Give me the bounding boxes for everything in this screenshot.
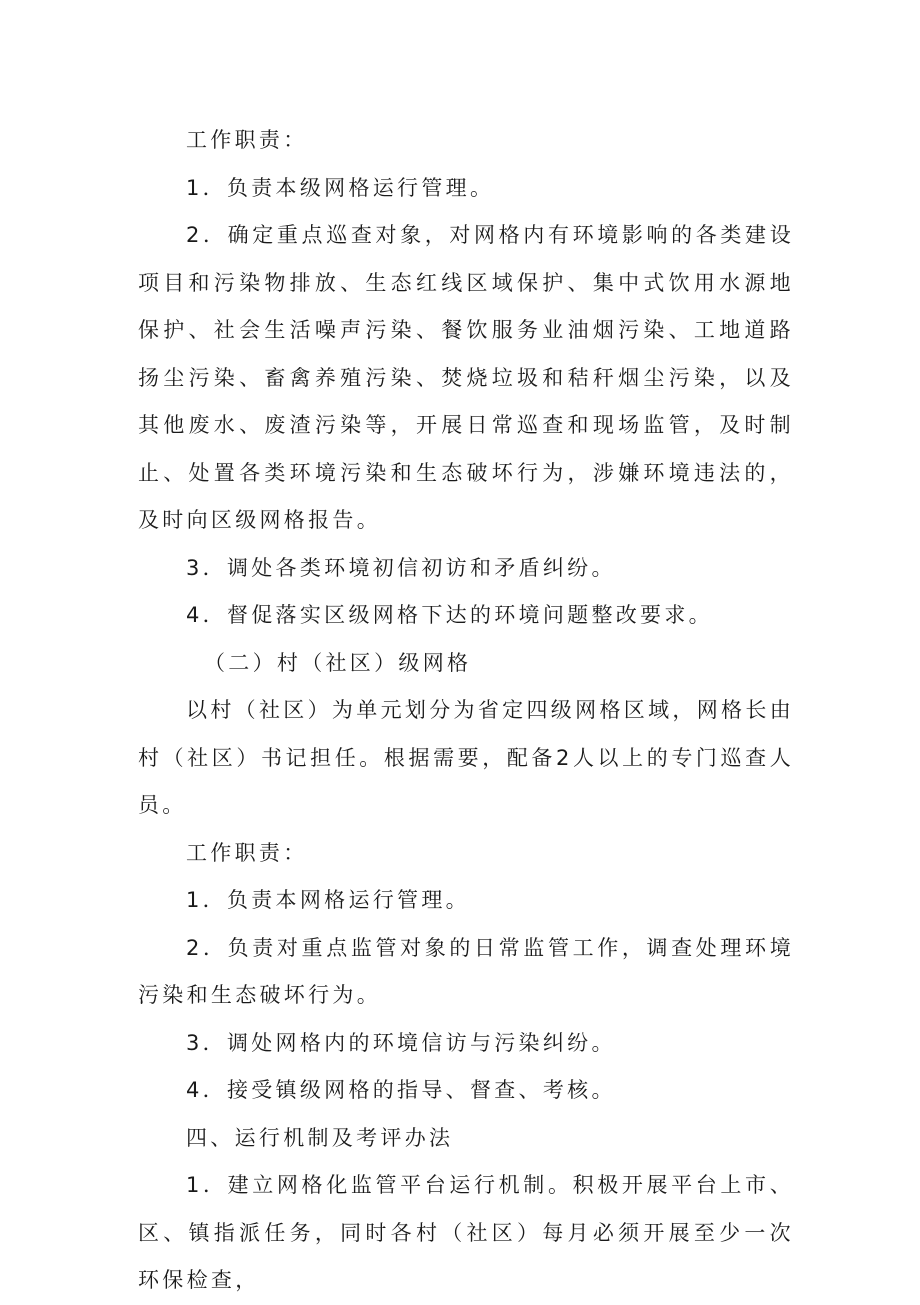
paragraph-mechanism-1: 1．建立网格化监管平台运行机制。积极开展平台上市、区、镇指派任务，同时各村（社区）每月必须开展至少一次环保检查，: [138, 1173, 794, 1292]
section-heading-village-grid: （二）村（社区）级网格: [204, 650, 472, 675]
paragraph-town-duty-3: 3．调处各类环境初信初访和矛盾纠纷。: [186, 555, 616, 580]
paragraph-village-duty-4: 4．接受镇级网格的指导、督查、考核。: [186, 1078, 616, 1102]
paragraph-town-duty-4: 4．督促落实区级网格下达的环境问题整改要求。: [186, 603, 713, 627]
paragraph-town-duty-2: 2．确定重点巡查对象，对网格内有环境影响的各类建设项目和污染物排放、生态红线区域保护、集中式饮用水源地保护、社会生活噪声污染、餐饮服务业油烟污染、工地道路扬尘污染、畜禽养殖污染、焚烧垃圾和秸秆烟尘污染，以及其他废水、废渣污染等，开展日常巡查和现场监管，及时制止、处置各类环境污染和生态破坏行为，涉嫌环境违法的，及时向区级网格报告。: [138, 223, 794, 532]
paragraph-village-duty-2: 2．负责对重点监管对象的日常监管工作，调查处理环境污染和生态破坏行为。: [138, 935, 794, 1007]
paragraph-village-duty-3: 3．调处网格内的环境信访与污染纠纷。: [186, 1030, 616, 1055]
paragraph-village-grid-intro: 以村（社区）为单元划分为省定四级网格区域，网格长由村（社区）书记担任。根据需要，配备2人以上的专门巡查人员。: [138, 698, 794, 817]
paragraph-duties-heading-1: 工作职责：: [186, 128, 308, 152]
paragraph-town-duty-1: 1．负责本级网格运行管理。: [186, 175, 495, 200]
paragraph-village-duty-1: 1．负责本网格运行管理。: [186, 888, 470, 912]
document-body: [138, 117, 794, 1305]
paragraph-duties-heading-2: 工作职责：: [186, 840, 308, 865]
section-heading-mechanism: 四、运行机制及考评办法: [186, 1125, 454, 1150]
